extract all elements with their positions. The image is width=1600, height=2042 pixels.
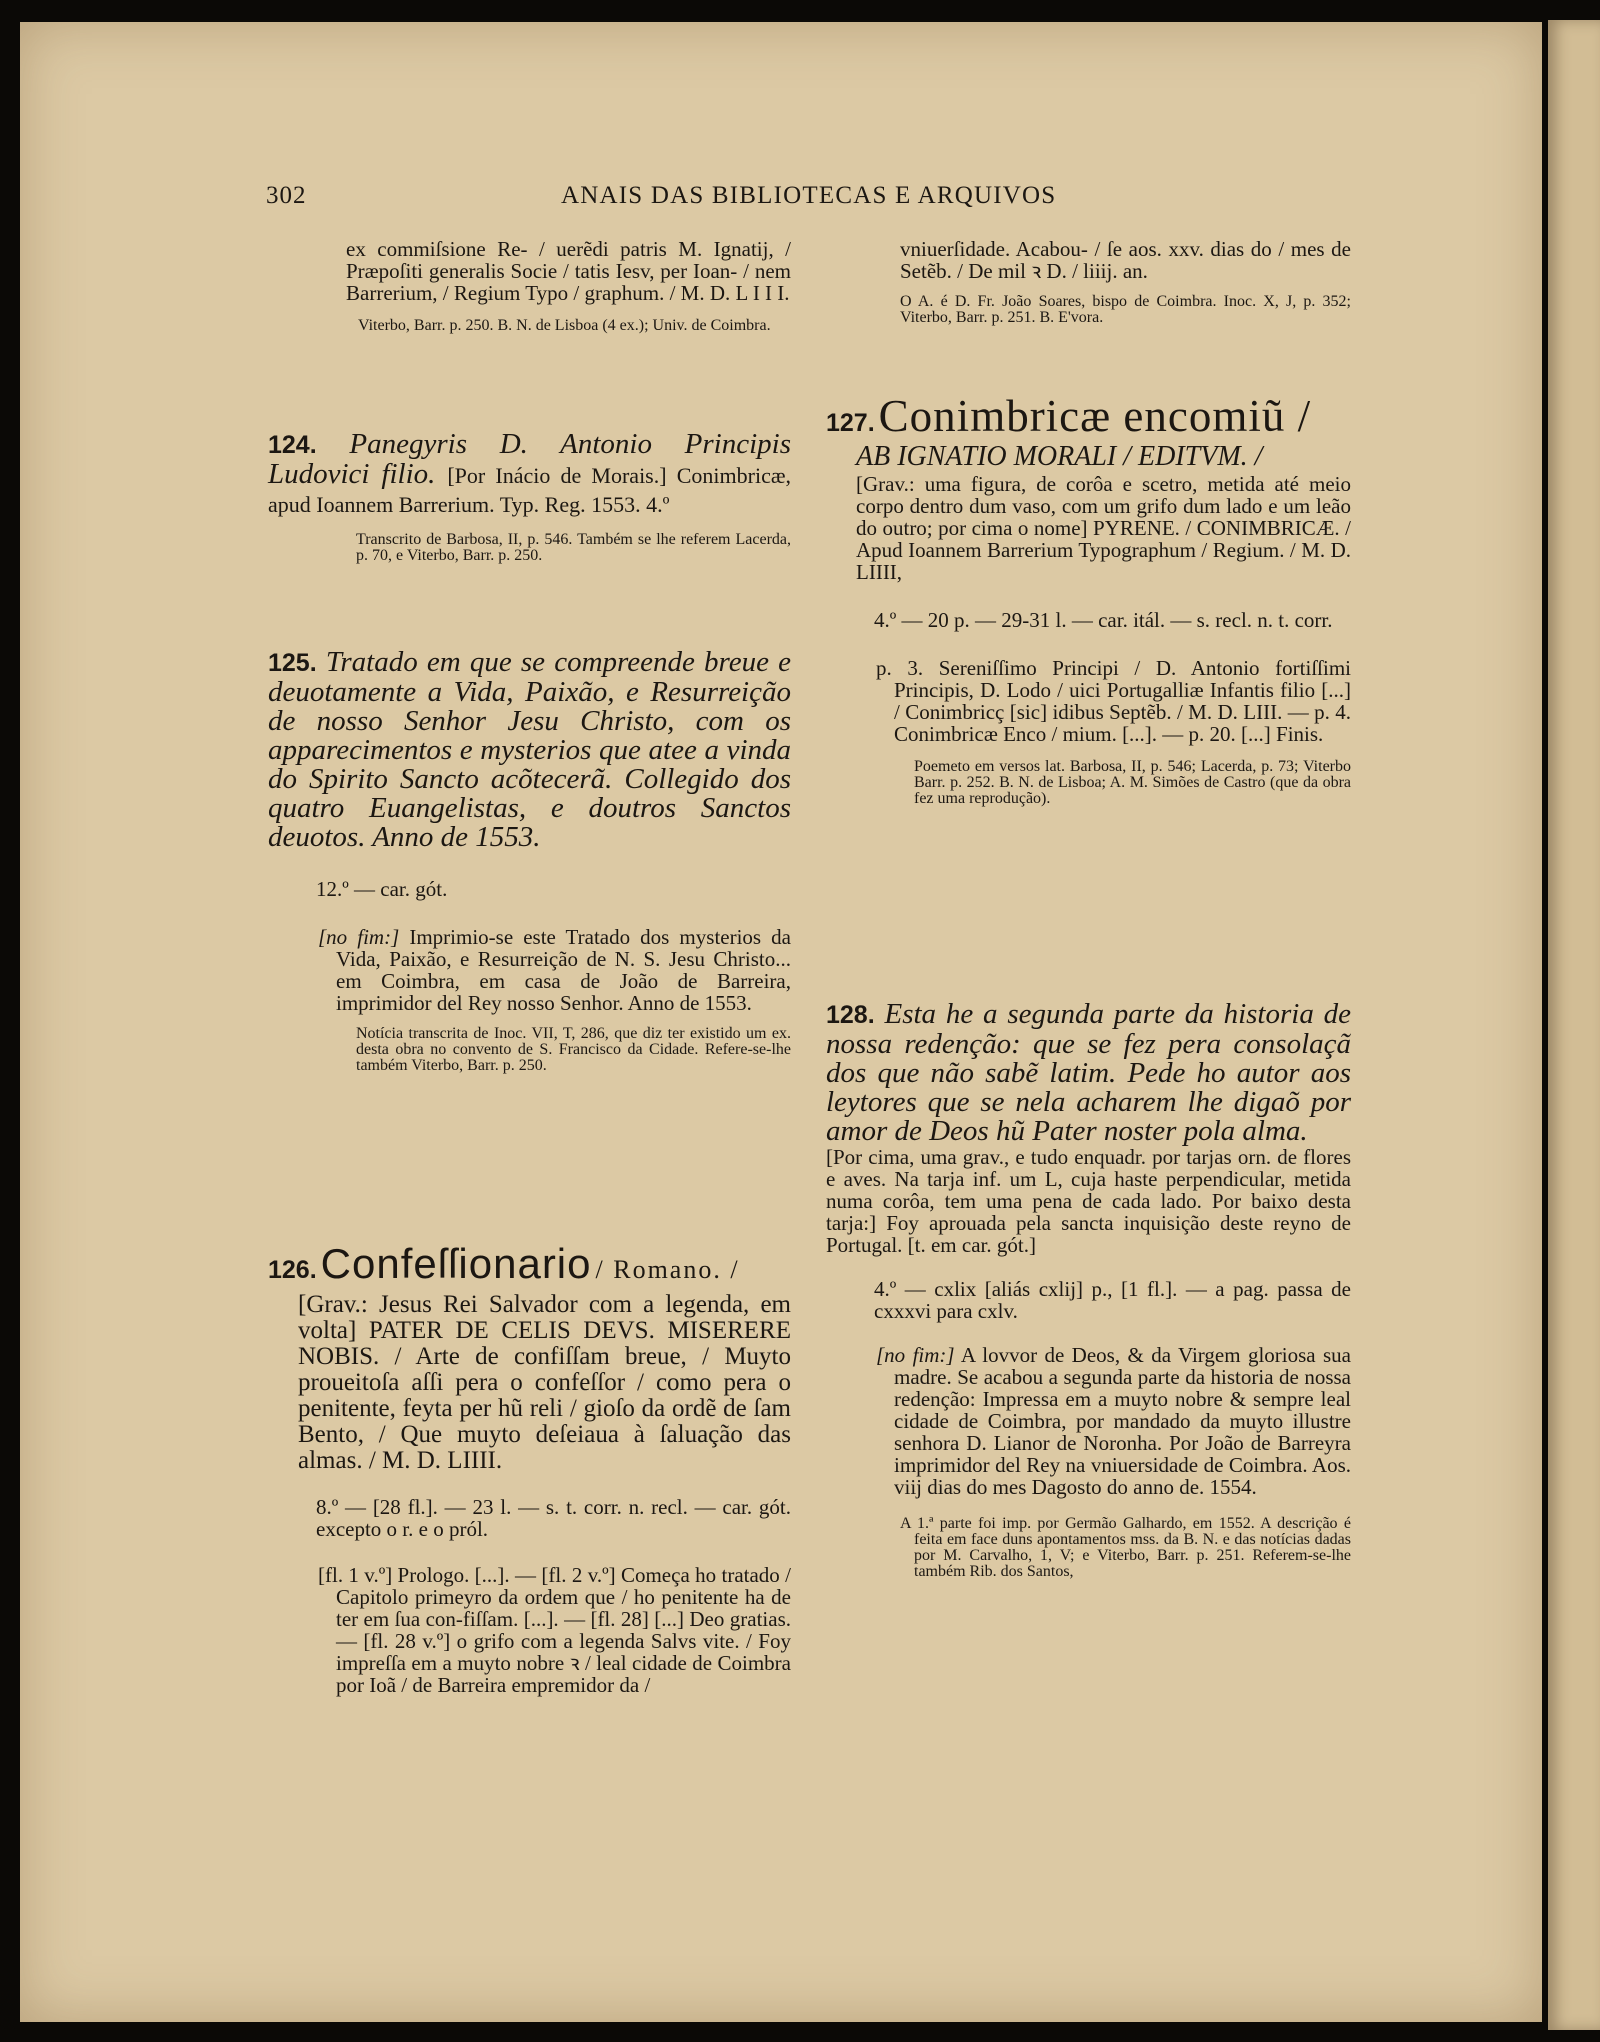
- entry-note: Notícia transcrita de Inoc. VII, T, 286, que diz ter existido um ex. desta obra no convento de S. Francisco da Cidade. Refere-se-lhe também Viterbo, Barr. p. 250.: [356, 1025, 791, 1074]
- continuation-text: ex commiſsione Re- / uerẽdi patris M. Ignatij, / Præpoſiti generalis Socie / tatis Iesv, per Ioan- / nem Barrerium, / Regium Typo / graphum. / M. D. L I I I.: [346, 237, 791, 305]
- entry-imprint: [Por Inácio de Morais.] Conimbricæ, apud Ioannem Barrerium. Typ. Reg. 1553. 4.º: [268, 463, 792, 517]
- entry-title: Esta he a segunda parte da historia de nossa redenção: que se fez pera consolaçã dos que não sabẽ latim. Pede ho autor aos leytores que se nela acharem lhe digaõ por amor de Deos hũ Pater noster pola alma.: [826, 998, 1352, 1147]
- entry-number: 124.: [268, 431, 317, 459]
- entry-number: 128.: [826, 1001, 875, 1029]
- entry-125: [268, 648, 791, 1074]
- entry-note: Transcrito de Barbosa, II, p. 546. Também se lhe referem Lacerda, p. 70, e Viterbo, Barr. p. 250.: [356, 531, 791, 564]
- entry-124: [268, 430, 791, 564]
- entry-colophon: [826, 1344, 1351, 1498]
- entry-description: [Grav.: Jesus Rei Salvador com a legenda, em volta] PATER DE CELIS DEVS. MISERERE NOBIS. / Arte de confiſſam breue, / Muyto proueitoſa aſſi pera o confeſſor / como pera o penitente, feyta per hũ reli / gioſo da ordẽ de ſam Bento, / Que muyto deſeiaua à ſaluação das almas. / M. D. LIIII.: [298, 1291, 791, 1474]
- next-page-edge: [1548, 20, 1600, 2030]
- entry-128: [826, 1000, 1351, 1580]
- entry-contents: [fl. 1 v.º] Prologo. [...]. — [fl. 2 v.º] Começa ho tratado / Capitolo primeyro da ordem que / ho penitente ha de ter em ſua con-fiſſam. [...]. — [fl. 28] [...] Deo gratias. — [fl. 28 v.º] o grifo com a legenda Salvs vite. / Foy impreſſa em a muyto nobre ꝛ / leal cidade de Coimbra por Ioã / de Barreira empremidor da /: [318, 1563, 791, 1697]
- right-continuation: [900, 238, 1351, 326]
- entry-colophon: [268, 926, 791, 1014]
- entry-format: 8.º — [28 fl.]. — 23 l. — s. t. corr. n. recl. — car. gót. excepto o r. e o pról.: [316, 1495, 791, 1541]
- colophon-text: Imprimio-se este Tratado dos mysterios da Vida, Paixão, e Resurreição de N. S. Jesu Christo... em Coimbra, em casa de João de Barreira, imprimidor del Rey nosso Senhor. Anno de 1553.: [336, 925, 791, 1015]
- entry-title: Panegyris D. Antonio Principis Ludovici filio.: [268, 428, 791, 490]
- entry-number: 126.: [268, 1256, 317, 1284]
- entry-126: [268, 1240, 791, 1696]
- entry-description: [Por cima, uma grav., e tudo enquadr. por tarjas orn. de flores e aves. Na tarja inf. um L, cuja haste perpendicular, metida numa corôa, tem uma pena de cada lado. Por baixo desta tarja:] Foy aprouada pela sancta inquisição deste reyno de Portugal. [t. em car. gót.]: [826, 1145, 1351, 1257]
- entry-title-large: Confeſſionario: [320, 1240, 592, 1287]
- entry-format: 12.º — car. gót.: [316, 877, 448, 901]
- entry-format: 4.º — cxlix [aliás cxlij] p., [1 fl.]. — a pag. passa de cxxxvi para cxlv.: [874, 1277, 1351, 1323]
- colophon-label: [no fim:]: [876, 1343, 955, 1367]
- entry-127: [826, 390, 1351, 807]
- entry-number: 125.: [268, 649, 317, 677]
- entry-number: 127.: [826, 409, 875, 437]
- continuation-note: O A. é D. Fr. João Soares, bispo de Coimbra. Inoc. X, J, p. 352; Viterbo, Barr. p. 251. B. E'vora.: [900, 293, 1351, 326]
- left-continuation: [346, 238, 791, 334]
- entry-description: [Grav.: uma figura, de corôa e scetro, metida até meio corpo dentro dum vaso, com um grifo dum lado e um leão do outro; por cima o nome] PYRENE. / CONIMBRICÆ. / Apud Ioannem Barrerium Typographum / Regium. / M. D. LIIII,: [856, 472, 1351, 584]
- entry-note: Poemeto em versos lat. Barbosa, II, p. 546; Lacerda, p. 73; Viterbo Barr. p. 252. B. N. de Lisboa; A. M. Simões de Castro (que da obra fez uma reprodução).: [914, 758, 1351, 807]
- entry-note: A 1.ª parte foi imp. por Germão Galhardo, em 1552. A descrição é feita em face duns apontamentos mss. da B. N. e das notícias dadas por M. Carvalho, 1, V; e Viterbo, Barr. p. 251. Referem-se-lhe também Rib. dos Santos,: [900, 1515, 1351, 1580]
- entry-title-rest: / Romano. /: [595, 1255, 740, 1284]
- running-title: ANAIS DAS BIBLIOTECAS E ARQUIVOS: [561, 182, 1057, 209]
- continuation-text: vniuerſidade. Acabou- / ſe aos. xxv. dias do / mes de Setẽb. / De mil ꝛ D. / liiij. an.: [900, 237, 1351, 283]
- colophon-text: A lovvor de Deos, & da Virgem gloriosa sua madre. Se acabou a segunda parte da historia de nossa redenção: Impressa em a muyto nobre & sempre leal cidade de Coimbra, por mandado da muyto illustre senhora D. Lianor de Noronha. Por João de Barreyra imprimidor del Rey na vniuersidade de Coimbra. Aos. viij dias do mes Dagosto do anno de. 1554.: [894, 1343, 1351, 1499]
- colophon-label: [no fim:]: [318, 925, 400, 949]
- continuation-note: Viterbo, Barr. p. 250. B. N. de Lisboa (4 ex.); Univ. de Coimbra.: [358, 317, 771, 334]
- entry-title: Tratado em que se compreende breue e deuotamente a Vida, Paixão, e Resurreição de nosso Senhor Jesu Christo, com os apparecimentos e mysterios que atee a vinda do Spirito Sancto acõtecerã. Collegido dos quatro Euangelistas, e doutros Sanctos deuotos. Anno de 1553.: [268, 646, 791, 853]
- page-number: 302: [266, 182, 307, 209]
- entry-format: 4.º — 20 p. — 29-31 l. — car. itál. — s. recl. n. t. corr.: [874, 608, 1333, 632]
- entry-title-italic: AB IGNATIO MORALI / EDITVM. /: [856, 441, 1263, 472]
- entry-contents: p. 3. Sereniſſimo Principi / D. Antonio fortiſſimi Principis, D. Lodo / uici Portugalliæ Infantis filio [...] / Conimbricç [sic] idibus Septẽb. / M. D. LIII. — p. 4. Conimbricæ Enco / mium. [...]. — p. 20. [...] Finis.: [876, 656, 1351, 746]
- entry-title-large: Conimbricæ encomiũ /: [878, 391, 1312, 441]
